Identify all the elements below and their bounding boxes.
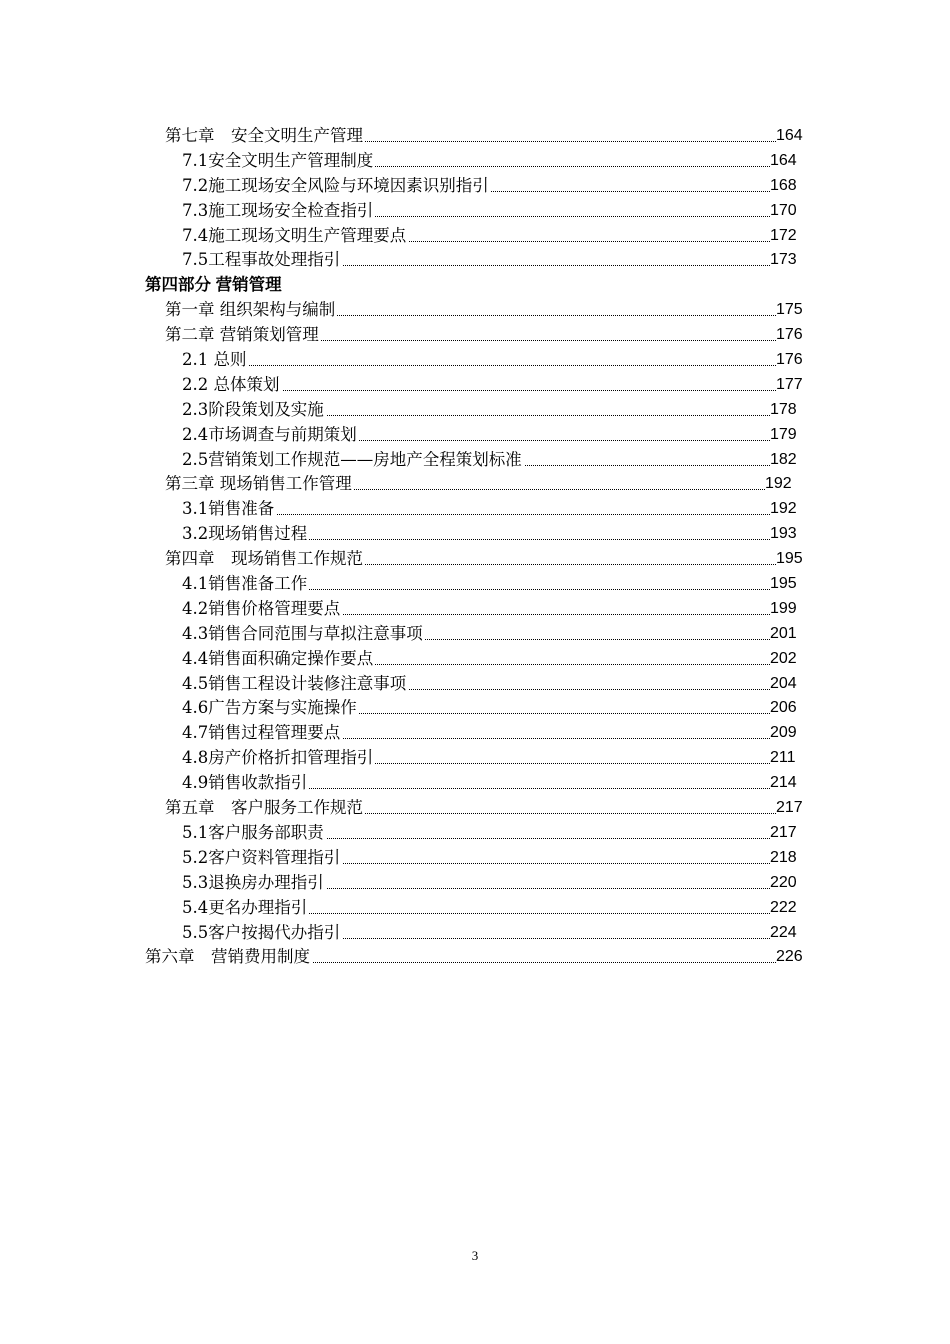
toc-entry-title: 4.8房产价格折扣管理指引 [182,746,375,771]
toc-entry[interactable] [0,771,950,796]
toc-entry-title: 4.3销售合同范围与草拟注意事项 [182,622,425,647]
toc-entry[interactable] [0,174,950,199]
toc-leader-dots [363,813,776,814]
toc-entry-title: 7.4施工现场文明生产管理要点 [182,224,408,249]
toc-entry-title: 3.1销售准备 [182,497,276,522]
toc-page-number: 204 [770,672,797,697]
toc-entry[interactable] [0,746,950,771]
toc-entry[interactable] [0,846,950,871]
toc-leader-dots [324,415,770,416]
toc-entry[interactable] [0,248,950,273]
toc-entry[interactable] [0,149,950,174]
toc-entry-title: 第一章 组织架构与编制 [165,298,337,323]
toc-entry[interactable] [0,472,950,497]
toc-entry-title: 4.7销售过程管理要点 [182,721,342,746]
toc-entry-title: 5.1客户服务部职责 [182,821,326,846]
toc-entry-title: 2.1 总则 [182,348,249,373]
toc-page-number: 168 [770,174,797,199]
toc-leader-dots [335,315,776,316]
toc-entry[interactable] [0,323,950,348]
toc-entry-title: 2.4市场调查与前期策划 [182,423,359,448]
toc-leader-dots [363,564,776,565]
toc-entry-title: 7.2施工现场安全风险与环境因素识别指引 [182,174,491,199]
toc-entry-title: 第五章 客户服务工作规范 [165,796,365,821]
toc-leader-dots [340,265,770,266]
toc-page-number: 176 [776,348,803,373]
toc-leader-dots [247,365,777,366]
toc-leader-dots [324,838,770,839]
toc-entry-title: 4.5销售工程设计装修注意事项 [182,672,408,697]
toc-page-number: 199 [770,597,797,622]
toc-entry[interactable] [0,522,950,547]
toc-page-number: 214 [770,771,797,796]
toc-leader-dots [352,489,765,490]
toc-entry-title: 7.3施工现场安全检查指引 [182,199,375,224]
toc-page-number: 206 [770,696,797,721]
toc-entry[interactable] [0,373,950,398]
toc-entry[interactable] [0,696,950,721]
toc-page-number: 164 [776,124,803,149]
toc-entry-title: 第六章 营销费用制度 [145,945,312,970]
toc-entry[interactable] [0,622,950,647]
toc-entry-title: 3.2现场销售过程 [182,522,309,547]
toc-leader-dots [307,788,770,789]
toc-entry[interactable] [0,721,950,746]
toc-entry-title: 4.9销售收款指引 [182,771,309,796]
toc-entry[interactable] [0,597,950,622]
toc-entry[interactable] [0,497,950,522]
toc-entry-title: 7.1安全文明生产管理制度 [182,149,375,174]
toc-entry[interactable] [0,896,950,921]
toc-entry[interactable] [0,945,950,970]
toc-page-number: 179 [770,423,797,448]
toc-leader-dots [373,216,770,217]
toc-leader-dots [373,166,770,167]
toc-leader-dots [310,962,776,963]
toc-page-number: 220 [770,871,797,896]
toc-page-number: 222 [770,896,797,921]
toc-entry-title: 4.1销售准备工作 [182,572,309,597]
toc-page-number: 202 [770,647,797,672]
toc-page-number: 193 [770,522,797,547]
toc-entry[interactable] [0,124,950,149]
toc-leader-dots [340,863,770,864]
toc-entry[interactable] [0,796,950,821]
toc-entry-title: 第四章 现场销售工作规范 [165,547,365,572]
toc-page-number: 192 [765,472,792,497]
toc-entry[interactable] [0,298,950,323]
toc-page-number: 176 [776,323,803,348]
toc-leader-dots [307,589,770,590]
toc-entry-title: 2.5营销策划工作规范——房地产全程策划标准 [182,448,524,473]
toc-leader-dots [406,689,770,690]
toc-page-number: 164 [770,149,797,174]
toc-entry[interactable] [0,547,950,572]
toc-page-number: 201 [770,622,797,647]
toc-entry-title: 第二章 营销策划管理 [165,323,321,348]
toc-leader-dots [423,639,770,640]
toc-entry[interactable] [0,448,950,473]
toc-leader-dots [363,141,776,142]
toc-entry-title: 第三章 现场销售工作管理 [165,472,354,497]
toc-page-number: 218 [770,846,797,871]
toc-part-heading [0,273,950,298]
toc-leader-dots [307,539,770,540]
toc-page-number: 217 [770,821,797,846]
toc-entry-title: 5.4更名办理指引 [182,896,309,921]
toc-page-number: 182 [770,448,797,473]
toc-entry[interactable] [0,423,950,448]
toc-entry-title: 4.4销售面积确定操作要点 [182,647,375,672]
toc-leader-dots [307,913,770,914]
toc-leader-dots [489,191,770,192]
toc-entry-title: 第七章 安全文明生产管理 [165,124,365,149]
toc-page-number: 209 [770,721,797,746]
toc-page-number: 177 [776,373,803,398]
toc-leader-dots [274,514,770,515]
toc-leader-dots [340,614,770,615]
toc-entry[interactable] [0,224,950,249]
toc-leader-dots [373,664,770,665]
toc-leader-dots [324,888,770,889]
toc-entry-title: 7.5工程事故处理指引 [182,248,342,273]
toc-page-number: 195 [770,572,797,597]
table-of-contents [0,124,950,970]
toc-entry-title: 5.5客户按揭代办指引 [182,921,342,946]
toc-entry[interactable] [0,871,950,896]
toc-entry-title: 4.6广告方案与实施操作 [182,696,359,721]
toc-page-number: 226 [776,945,803,970]
toc-leader-dots [340,938,770,939]
toc-leader-dots [522,465,770,466]
toc-page-number: 192 [770,497,797,522]
page-number: 3 [471,1248,479,1263]
toc-entry[interactable] [0,672,950,697]
toc-entry-title: 2.2 总体策划 [182,373,282,398]
toc-page-number: 217 [776,796,803,821]
toc-leader-dots [357,440,770,441]
toc-leader-dots [280,390,777,391]
toc-page-number: 173 [770,248,797,273]
toc-page-number: 211 [770,746,796,771]
toc-leader-dots [357,713,770,714]
toc-entry-title: 2.3阶段策划及实施 [182,398,326,423]
toc-leader-dots [319,340,776,341]
toc-entry-title: 5.2客户资料管理指引 [182,846,342,871]
toc-leader-dots [373,763,770,764]
toc-page-number: 178 [770,398,797,423]
toc-page-number: 195 [776,547,803,572]
toc-entry[interactable] [0,348,950,373]
toc-entry[interactable] [0,921,950,946]
toc-page-number: 170 [770,199,797,224]
toc-leader-dots [340,738,770,739]
toc-entry[interactable] [0,647,950,672]
toc-entry[interactable] [0,199,950,224]
toc-page-number: 175 [776,298,803,323]
toc-entry[interactable] [0,821,950,846]
toc-entry-title: 5.3退换房办理指引 [182,871,326,896]
toc-entry[interactable] [0,398,950,423]
toc-page-number: 172 [770,224,797,249]
toc-leader-dots [406,241,770,242]
toc-page-number: 224 [770,921,797,946]
toc-entry-title: 4.2销售价格管理要点 [182,597,342,622]
toc-entry[interactable] [0,572,950,597]
toc-entry-title: 第四部分 营销管理 [145,273,284,298]
